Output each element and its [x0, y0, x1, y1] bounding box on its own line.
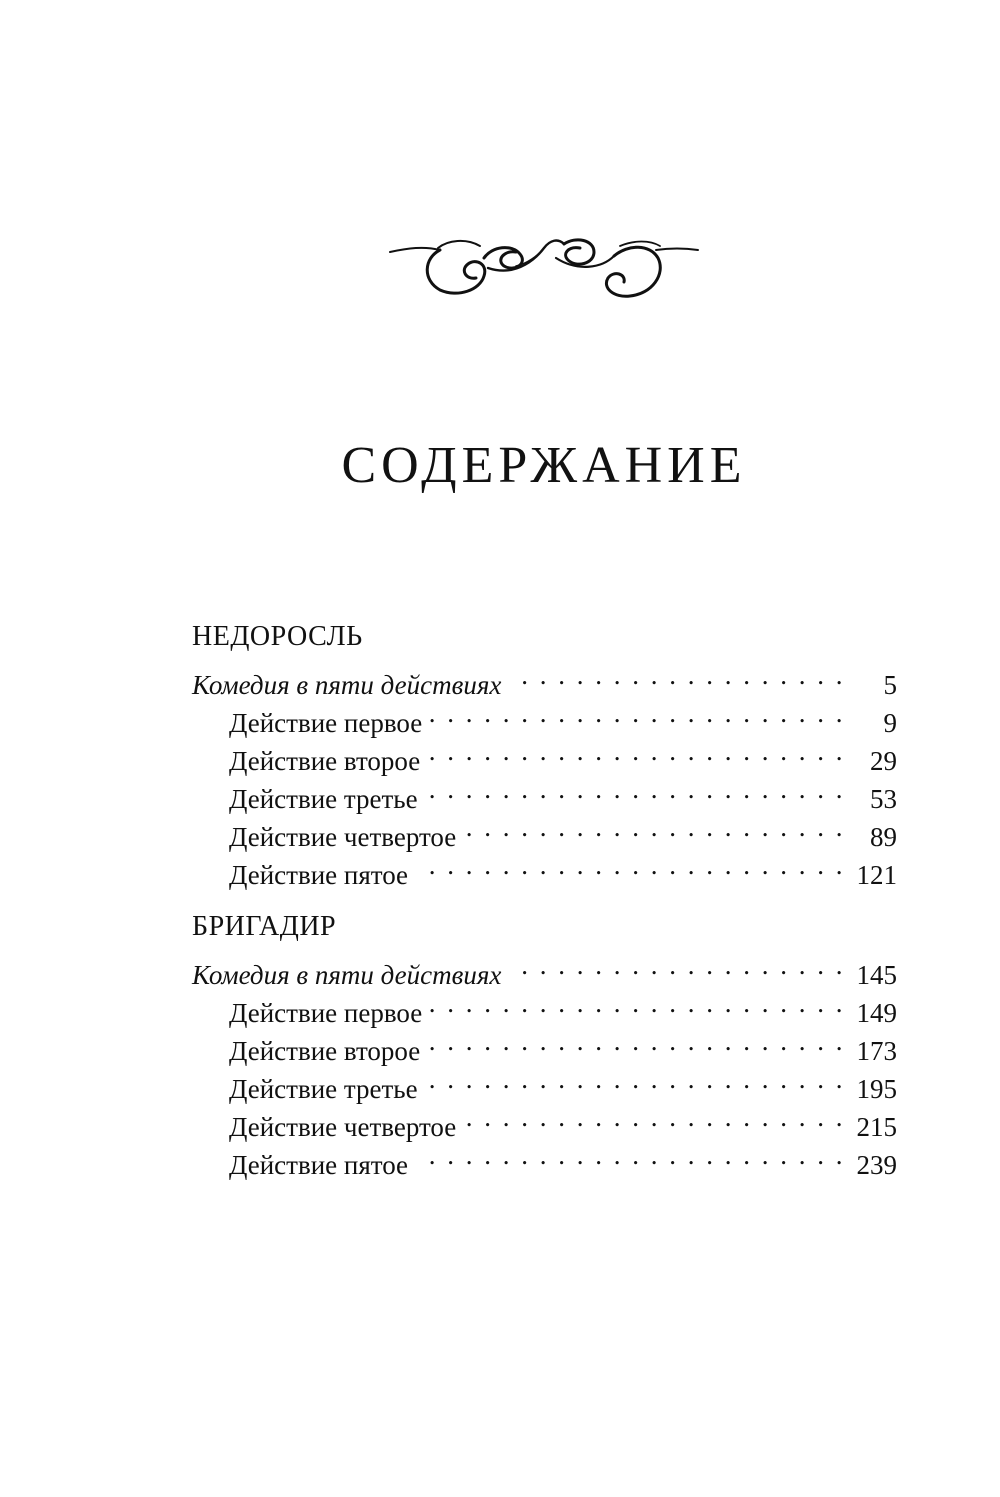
flourish-ornament-icon: [388, 228, 700, 302]
page-number: 29: [870, 746, 897, 776]
table-of-contents: [192, 618, 897, 1180]
dot-leader: [430, 694, 845, 732]
dot-leader: [464, 1098, 845, 1136]
dot-leader: [426, 1060, 845, 1098]
page-number: 5: [883, 670, 897, 700]
dot-leader: [509, 656, 845, 694]
page-number: 89: [870, 822, 897, 852]
page-number: 215: [856, 1112, 897, 1142]
toc-entry-subtitle[interactable]: [192, 656, 897, 700]
entry-label: Действие четвертое: [229, 1112, 457, 1142]
dot-leader: [509, 946, 845, 984]
page-number: 9: [883, 708, 897, 738]
page-number: 145: [856, 960, 897, 990]
dot-leader: [416, 846, 845, 884]
dot-leader: [428, 1022, 845, 1060]
page-number: 121: [856, 860, 897, 890]
dot-leader: [426, 770, 845, 808]
entry-label: Комедия в пяти действиях: [192, 960, 502, 990]
dot-leader: [416, 1136, 845, 1174]
entry-label: Действие первое: [229, 998, 423, 1028]
entry-label: Действие второе: [229, 1036, 421, 1066]
toc-entry-subtitle[interactable]: [192, 946, 897, 990]
entry-label: Действие третье: [229, 784, 418, 814]
entry-label: Действие пятое: [229, 1150, 409, 1180]
dot-leader: [430, 984, 845, 1022]
entry-label: Действие первое: [229, 708, 423, 738]
entry-label: Действие третье: [229, 1074, 418, 1104]
entry-label: Действие второе: [229, 746, 421, 776]
page-number: 53: [870, 784, 897, 814]
dot-leader: [428, 732, 845, 770]
work-title: НЕДОРОСЛЬ: [192, 621, 363, 652]
page-title: СОДЕРЖАНИЕ: [341, 437, 747, 494]
page-number: 149: [856, 998, 897, 1028]
page-number: 195: [856, 1074, 897, 1104]
page-number: 239: [856, 1150, 897, 1180]
toc-work-nedorosl: [192, 618, 897, 890]
work-title: БРИГАДИР: [192, 911, 337, 942]
entry-label: Действие четвертое: [229, 822, 457, 852]
entry-label: Действие пятое: [229, 860, 409, 890]
page-number: 173: [856, 1036, 897, 1066]
dot-leader: [464, 808, 845, 846]
toc-work-brigadir: [192, 908, 897, 1180]
entry-label: Комедия в пяти действиях: [192, 670, 502, 700]
